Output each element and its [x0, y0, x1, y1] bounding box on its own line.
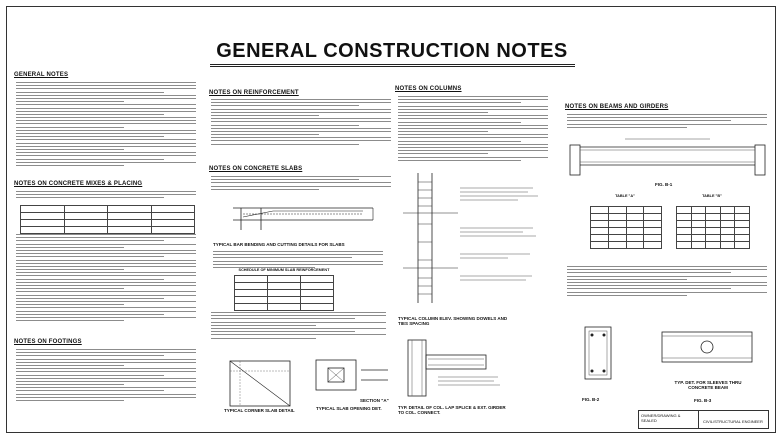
column-elevation-sketch [398, 168, 548, 308]
caption-corner-slab: TYPICAL CORNER SLAB DETAIL [224, 408, 295, 413]
heading-columns: NOTES ON COLUMNS [395, 86, 462, 92]
title-block-engineer: CIVIL/STRUCTURAL ENGINEER [703, 419, 763, 424]
beams-notes-text [567, 266, 767, 298]
title-underline [210, 64, 575, 65]
beam-section-b2 [565, 322, 635, 394]
column-lap-splice-detail [398, 335, 508, 401]
table-a-title: TABLE "A" [615, 194, 635, 198]
beam-elevation-b1 [565, 135, 770, 179]
heading-concrete-mixes: NOTES ON CONCRETE MIXES & PLACING [14, 181, 143, 187]
page-title: GENERAL CONSTRUCTION NOTES [216, 40, 568, 62]
slab-schedule-title: SCHEDULE OF MINIMUM SLAB REINFORCEMENT [238, 268, 330, 272]
heading-beams-girders: NOTES ON BEAMS AND GIRDERS [565, 104, 669, 110]
caption-slab-opening: TYPICAL SLAB OPENING DET. [316, 406, 382, 411]
heading-concrete-slabs: NOTES ON CONCRETE SLABS [209, 166, 303, 172]
title-block [638, 410, 769, 429]
corner-slab-detail [220, 356, 300, 416]
slab-notes-text [211, 312, 386, 341]
footings-text [16, 349, 196, 403]
concrete-mixes-text [16, 234, 196, 323]
heading-footings: NOTES ON FOOTINGS [14, 339, 82, 345]
slab-schedule-table [234, 275, 334, 311]
table-b [676, 206, 750, 249]
columns-text [398, 96, 548, 163]
table-b-title: TABLE "B" [702, 194, 722, 198]
heading-reinforcement: NOTES ON REINFORCEMENT [209, 90, 299, 96]
caption-bar-bending: TYPICAL BAR BENDING AND CUTTING DETAILS FOR SLABS [213, 242, 345, 247]
caption-sleeves: TYP. DET. FOR SLEEVES THRU CONCRETE BEAM [674, 380, 742, 390]
concrete-mixes-intro [16, 191, 196, 201]
caption-section-a: SECTION "A" [360, 398, 389, 403]
caption-fig-b3: FIG. B-3 [694, 398, 712, 403]
title-block-owner: OWNER/DRAWING & SEALED [639, 411, 699, 428]
concrete-mix-table [20, 205, 195, 234]
heading-general-notes: GENERAL NOTES [14, 72, 69, 78]
beams-girders-text [567, 114, 767, 130]
caption-fig-b2: FIG. B-2 [582, 397, 600, 402]
title-underline-2 [210, 66, 575, 67]
slab-section-sketch [213, 200, 383, 234]
sleeve-detail-b3 [652, 322, 762, 378]
caption-fig-b1: FIG. B-1 [655, 182, 673, 187]
concrete-slabs-text [211, 176, 391, 192]
caption-column-elevation: TYPICAL COLUMN ELEV. SHOWING DOWELS AND TIES SPACING [398, 316, 508, 326]
reinforcement-text [211, 99, 391, 147]
table-a [590, 206, 662, 249]
caption-col-detail: TYP. DETAIL OF COL. LAP SPLICE & EXT. GIRDER TO COL. CONNECT. [398, 405, 506, 415]
general-notes-text [16, 82, 196, 168]
